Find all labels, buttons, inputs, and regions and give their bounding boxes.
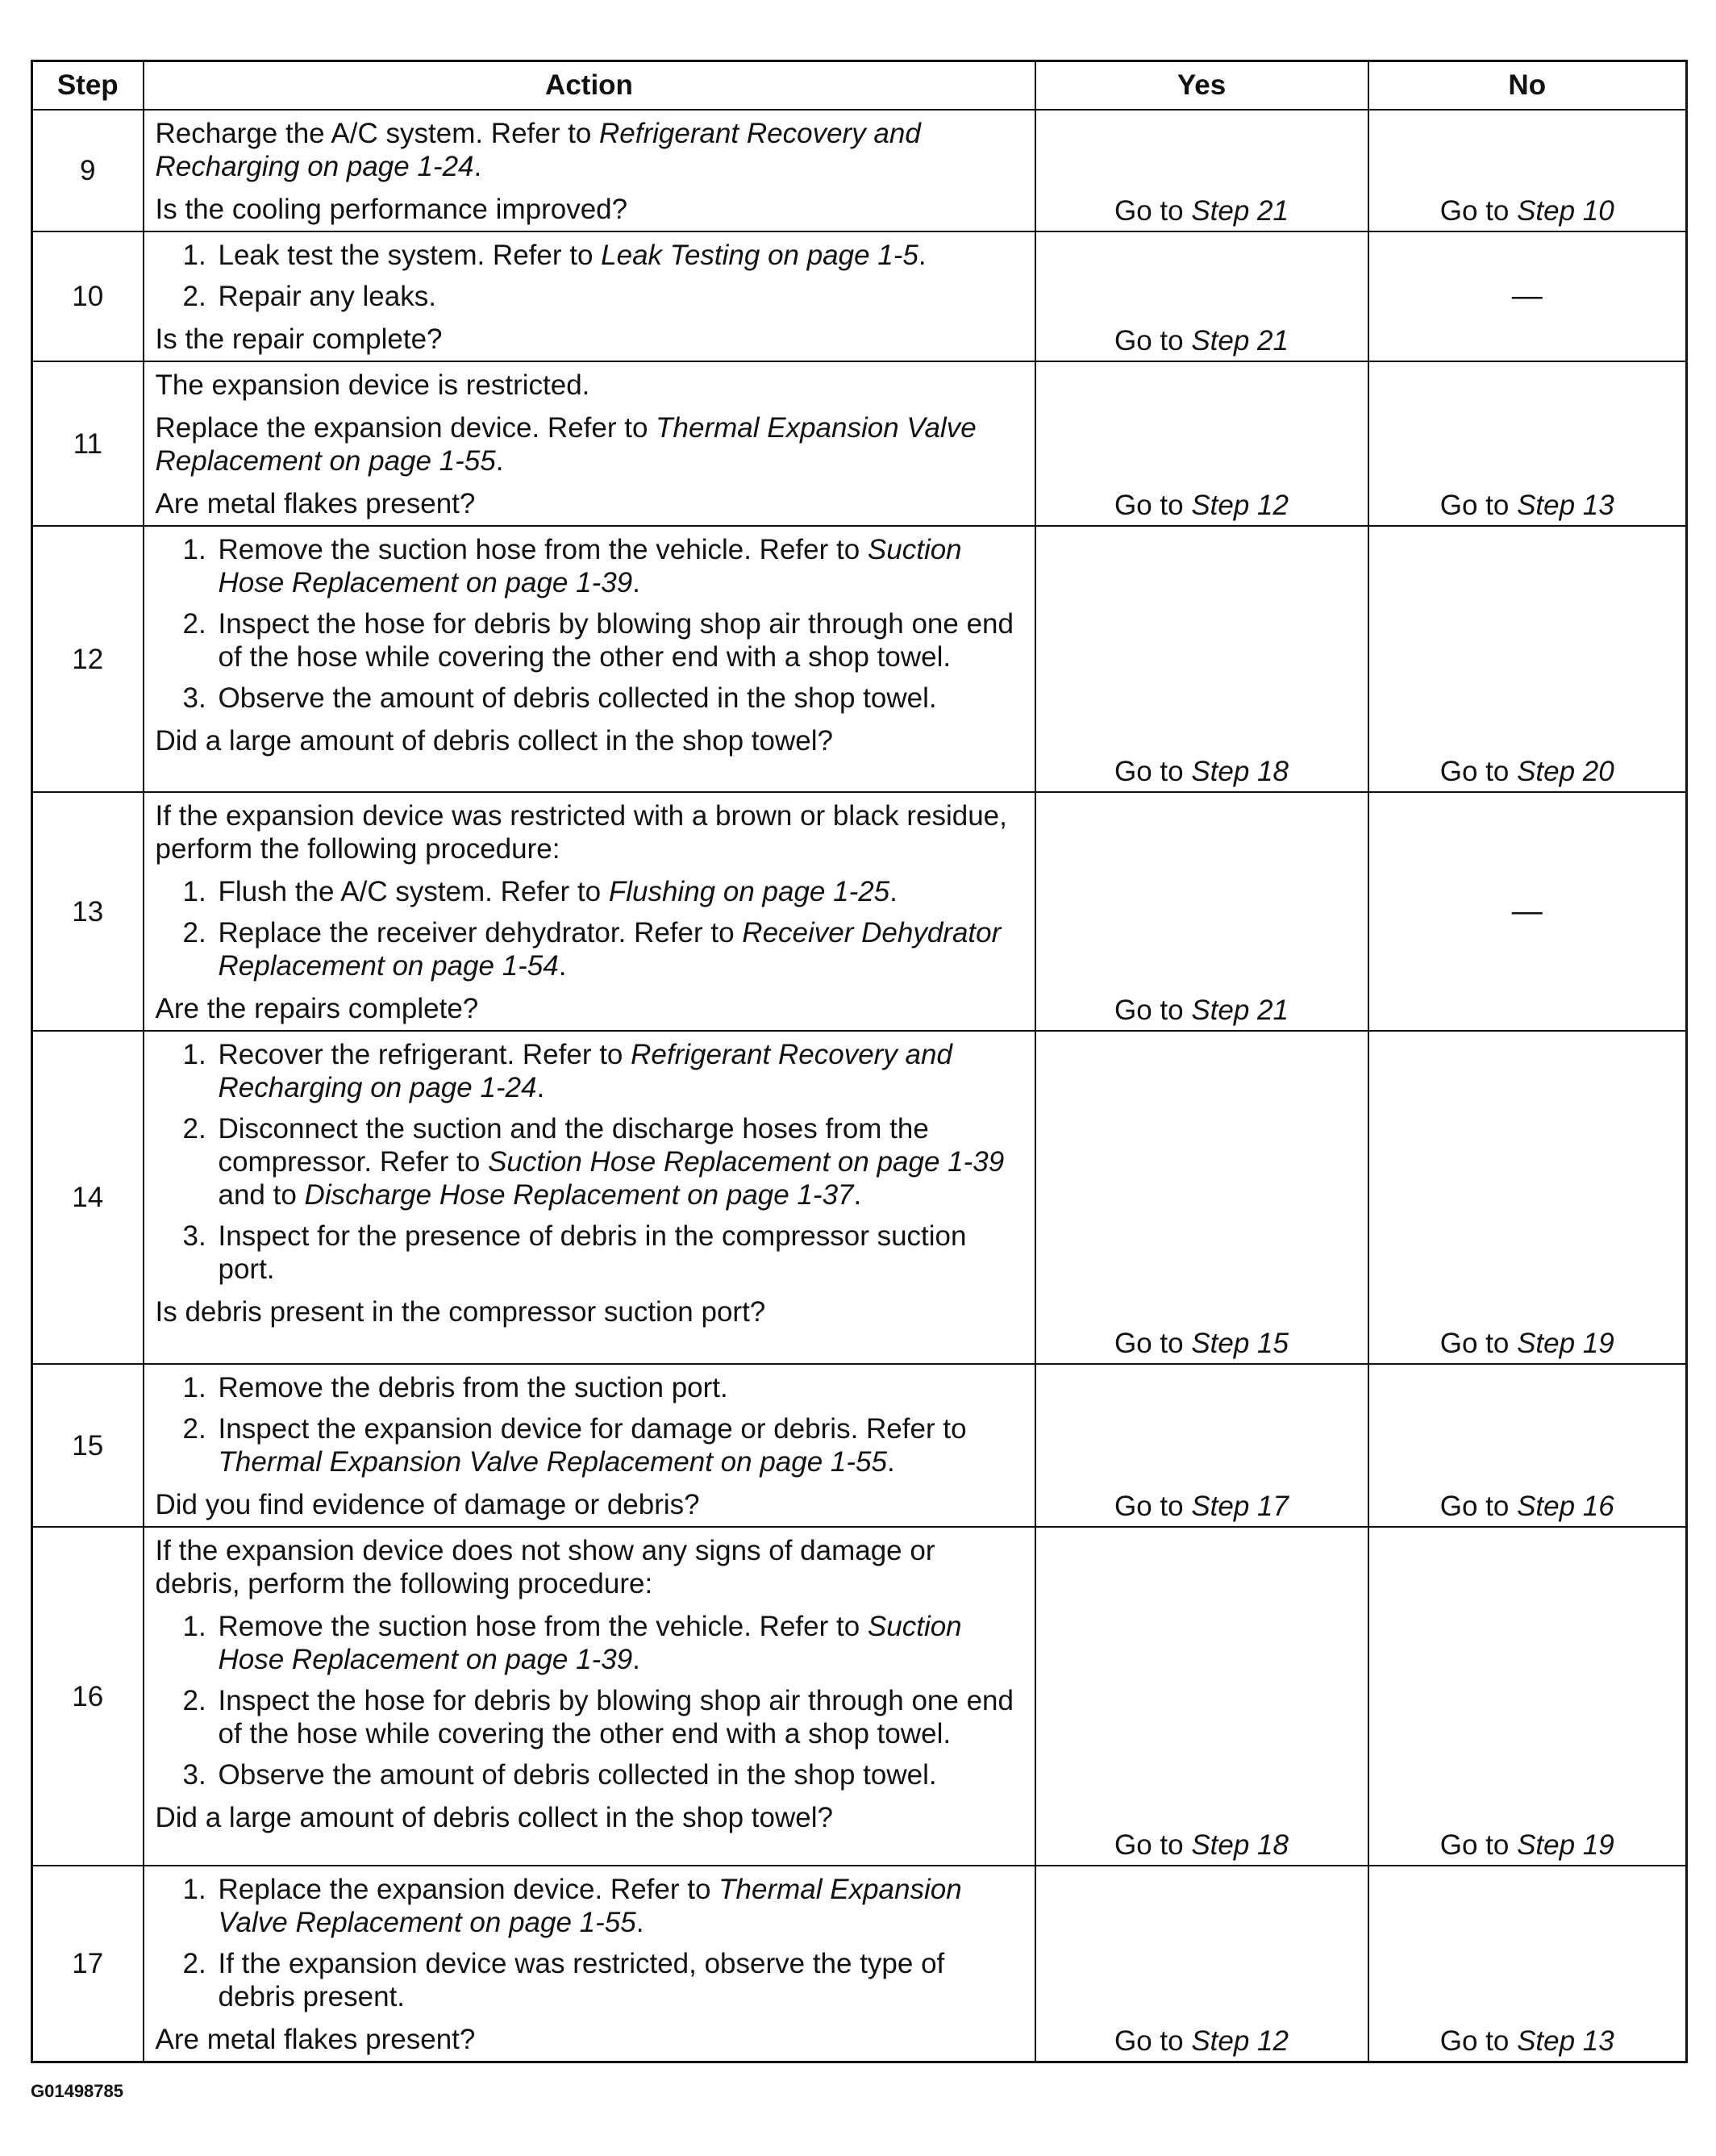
goto-prefix: Go to: [1439, 1491, 1518, 1522]
diagnostic-table: [31, 60, 1688, 2063]
text: Observe the amount of debris collected in the shop towel.: [218, 682, 937, 714]
text: .: [632, 567, 640, 598]
yes-cell: [1035, 526, 1368, 792]
no-cell: [1368, 792, 1687, 1031]
goto-prefix: Go to: [1114, 756, 1192, 787]
text: If the expansion device was restricted with a brown or black residue, perform the following procedure:: [155, 800, 1007, 865]
text: .: [918, 240, 927, 271]
action-cell: [144, 792, 1035, 1031]
action-question: Is the cooling performance improved?: [155, 194, 628, 225]
item-number: 1.: [182, 1372, 206, 1403]
yes-goto-step: Step 12: [1191, 2025, 1289, 2057]
item-number: 3.: [182, 1759, 206, 1791]
text: Recover the refrigerant. Refer to: [218, 1039, 631, 1070]
no-cell: [1368, 1866, 1687, 2062]
table-row: [32, 1866, 1687, 2062]
step-number: 15: [32, 1364, 144, 1527]
yes-goto-step: Step 21: [1191, 195, 1289, 227]
header-no: No: [1368, 61, 1687, 111]
goto-prefix: Go to: [1439, 2025, 1518, 2057]
table-row: [32, 110, 1687, 231]
text: The expansion device is restricted.: [155, 369, 590, 401]
action-step-item: [156, 1371, 1023, 1404]
reference-link: Suction Hose Replacement on page 1-39: [488, 1146, 1005, 1178]
item-number: 2.: [182, 1113, 206, 1145]
action-cell: [144, 1866, 1035, 2062]
text: Inspect the expansion device for damage or debris. Refer to: [218, 1413, 967, 1445]
action-step-item: [156, 1947, 1023, 2013]
not-applicable-dash: —: [1511, 894, 1543, 928]
text: Recharge the A/C system. Refer to: [155, 118, 600, 149]
yes-goto-step: Step 18: [1191, 756, 1289, 787]
action-question: Did a large amount of debris collect in the shop towel?: [155, 1802, 833, 1833]
text: Replace the expansion device. Refer to: [155, 412, 656, 444]
step-number: 12: [32, 526, 144, 792]
text: If the expansion device does not show any signs of damage or debris, perform the following procedure:: [155, 1535, 935, 1599]
no-goto-step: Step 13: [1517, 490, 1614, 521]
text: Inspect the hose for debris by blowing shop air through one end of the hose while covering the other end with a shop towel.: [218, 1685, 1014, 1749]
action-step-item: [156, 1112, 1023, 1211]
text: Inspect for the presence of debris in the compressor suction port.: [218, 1220, 967, 1285]
reference-link: Thermal Expansion Valve Replacement on page 1-55: [218, 1446, 887, 1478]
action-question: Did a large amount of debris collect in the shop towel?: [155, 725, 833, 757]
text: Repair any leaks.: [218, 281, 436, 312]
text: Remove the suction hose from the vehicle. Refer to: [218, 534, 868, 565]
step-number: 13: [32, 792, 144, 1031]
action-steps-list: [156, 1371, 1023, 1478]
text: If the expansion device was restricted, observe the type of debris present.: [218, 1948, 945, 2012]
text: .: [853, 1179, 862, 1211]
text: .: [473, 151, 482, 182]
action-step-item: [156, 1038, 1023, 1104]
action-steps-list: [156, 875, 1023, 982]
no-goto-step: Step 20: [1517, 756, 1614, 787]
reference-link: Discharge Hose Replacement on page 1-37: [304, 1179, 854, 1211]
action-cell: [144, 1031, 1035, 1364]
figure-id: G01498785: [31, 2081, 123, 2101]
item-number: 2.: [182, 1413, 206, 1445]
goto-prefix: Go to: [1439, 195, 1518, 227]
item-number: 1.: [182, 1874, 206, 1905]
reference-link: Receiver Dehydrator Replacement on page 1-54: [218, 917, 1002, 982]
text: Leak test the system. Refer to: [218, 240, 602, 271]
no-goto-step: Step 19: [1517, 1328, 1614, 1359]
yes-cell: [1035, 361, 1368, 526]
goto-prefix: Go to: [1114, 1328, 1192, 1359]
action-step-item: [156, 916, 1023, 982]
action-step-item: [156, 533, 1023, 599]
text: .: [495, 445, 504, 477]
yes-cell: [1035, 231, 1368, 361]
yes-goto-step: Step 21: [1191, 995, 1289, 1026]
goto-prefix: Go to: [1439, 756, 1518, 787]
item-number: 2.: [182, 281, 206, 312]
action-question: Is debris present in the compressor suction port?: [155, 1296, 766, 1328]
table-body: [32, 110, 1687, 2062]
text: Replace the expansion device. Refer to: [218, 1874, 719, 1905]
text: Flush the A/C system. Refer to: [218, 876, 609, 907]
table-row: [32, 526, 1687, 792]
reference-link: Refrigerant Recovery and Recharging on page 1-24: [218, 1039, 952, 1103]
action-step-item: [156, 1873, 1023, 1939]
action-step-item: [156, 875, 1023, 908]
no-goto-step: Step 16: [1517, 1491, 1614, 1522]
reference-link: Leak Testing on page 1-5: [601, 240, 918, 271]
table-row: [32, 792, 1687, 1031]
action-question: Are metal flakes present?: [155, 2024, 476, 2055]
item-number: 2.: [182, 1948, 206, 1979]
reference-link: Thermal Expansion Valve Replacement on page 1-55: [218, 1874, 962, 1938]
action-steps-list: [156, 1610, 1023, 1791]
action-cell: [144, 1364, 1035, 1527]
action-steps-list: [156, 239, 1023, 313]
item-number: 3.: [182, 682, 206, 714]
goto-prefix: Go to: [1439, 490, 1518, 521]
text: .: [889, 876, 898, 907]
text: Observe the amount of debris collected in the shop towel.: [218, 1759, 937, 1791]
action-intro: [156, 1534, 1023, 1600]
action-step-item: [156, 1412, 1023, 1478]
reference-link: Suction Hose Replacement on page 1-39: [218, 534, 962, 598]
goto-prefix: Go to: [1114, 1829, 1192, 1861]
text: .: [558, 950, 567, 982]
yes-goto-step: Step 21: [1191, 325, 1289, 357]
header-row: [32, 61, 1687, 111]
yes-goto-step: Step 15: [1191, 1328, 1289, 1359]
action-cell: [144, 110, 1035, 231]
action-step-item: [156, 280, 1023, 313]
no-cell: [1368, 1031, 1687, 1364]
yes-goto-step: Step 18: [1191, 1829, 1289, 1861]
header-action: Action: [144, 61, 1035, 111]
no-cell: [1368, 110, 1687, 231]
reference-link: Refrigerant Recovery and Recharging on page 1-24: [155, 118, 921, 182]
not-applicable-dash: —: [1511, 279, 1543, 313]
step-number: 9: [32, 110, 144, 231]
action-instruction: [156, 411, 1023, 477]
no-cell: [1368, 1364, 1687, 1527]
item-number: 3.: [182, 1220, 206, 1252]
no-goto-step: Step 10: [1517, 195, 1614, 227]
item-number: 1.: [182, 240, 206, 271]
table-row: [32, 1031, 1687, 1364]
action-step-item: [156, 1220, 1023, 1286]
action-cell: [144, 361, 1035, 526]
yes-cell: [1035, 792, 1368, 1031]
action-step-item: [156, 1684, 1023, 1750]
no-cell: [1368, 231, 1687, 361]
action-cell: [144, 1527, 1035, 1866]
action-question: Did you find evidence of damage or debris?: [155, 1489, 700, 1520]
no-goto-step: Step 19: [1517, 1829, 1614, 1861]
action-question: Is the repair complete?: [155, 323, 443, 355]
action-step-item: [156, 1610, 1023, 1676]
yes-cell: [1035, 1527, 1368, 1866]
action-steps-list: [156, 1038, 1023, 1286]
goto-prefix: Go to: [1114, 490, 1192, 521]
step-number: 11: [32, 361, 144, 526]
header-step: Step: [32, 61, 144, 111]
action-cell: [144, 526, 1035, 792]
action-step-item: [156, 682, 1023, 715]
no-goto-step: Step 13: [1517, 2025, 1614, 2057]
action-step-item: [156, 607, 1023, 673]
goto-prefix: Go to: [1439, 1829, 1518, 1861]
step-number: 10: [32, 231, 144, 361]
text: Inspect the hose for debris by blowing shop air through one end of the hose while covering the other end with a shop towel.: [218, 608, 1014, 673]
item-number: 1.: [182, 534, 206, 565]
table-row: [32, 1364, 1687, 1527]
item-number: 2.: [182, 917, 206, 949]
text: Remove the suction hose from the vehicle. Refer to: [218, 1611, 868, 1642]
text: .: [536, 1072, 545, 1103]
reference-link: Flushing on page 1-25: [608, 876, 890, 907]
item-number: 1.: [182, 1611, 206, 1642]
text: Replace the receiver dehydrator. Refer to: [218, 917, 743, 949]
goto-prefix: Go to: [1439, 1328, 1518, 1359]
action-steps-list: [156, 533, 1023, 715]
step-number: 16: [32, 1527, 144, 1866]
item-number: 2.: [182, 1685, 206, 1716]
text: and to: [218, 1179, 305, 1211]
action-instruction: [156, 117, 1023, 183]
no-cell: [1368, 526, 1687, 792]
goto-prefix: Go to: [1114, 325, 1192, 357]
goto-prefix: Go to: [1114, 995, 1192, 1026]
action-intro: [156, 799, 1023, 865]
reference-link: Suction Hose Replacement on page 1-39: [218, 1611, 962, 1675]
item-number: 2.: [182, 608, 206, 640]
text: Remove the debris from the suction port.: [218, 1372, 728, 1403]
text: .: [886, 1446, 895, 1478]
action-step-item: [156, 1758, 1023, 1791]
yes-cell: [1035, 1866, 1368, 2062]
step-number: 17: [32, 1866, 144, 2062]
action-step-item: [156, 239, 1023, 272]
yes-goto-step: Step 17: [1191, 1491, 1289, 1522]
step-number: 14: [32, 1031, 144, 1364]
reference-link: Thermal Expansion Valve Replacement on page 1-55: [155, 412, 977, 477]
goto-prefix: Go to: [1114, 1491, 1192, 1522]
action-intro: [156, 369, 1023, 402]
text: Disconnect the suction and the discharge hoses from the compressor. Refer to: [218, 1113, 929, 1178]
action-question: Are the repairs complete?: [155, 993, 479, 1024]
action-steps-list: [156, 1873, 1023, 2013]
action-question: Are metal flakes present?: [155, 488, 476, 519]
table-row: [32, 1527, 1687, 1866]
text: .: [632, 1644, 640, 1675]
action-cell: [144, 231, 1035, 361]
yes-cell: [1035, 1031, 1368, 1364]
goto-prefix: Go to: [1114, 2025, 1192, 2057]
yes-goto-step: Step 12: [1191, 490, 1289, 521]
table-row: [32, 361, 1687, 526]
no-cell: [1368, 1527, 1687, 1866]
table-row: [32, 231, 1687, 361]
goto-prefix: Go to: [1114, 195, 1192, 227]
text: .: [635, 1907, 644, 1938]
header-yes: Yes: [1035, 61, 1368, 111]
yes-cell: [1035, 110, 1368, 231]
no-cell: [1368, 361, 1687, 526]
item-number: 1.: [182, 876, 206, 907]
item-number: 1.: [182, 1039, 206, 1070]
yes-cell: [1035, 1364, 1368, 1527]
